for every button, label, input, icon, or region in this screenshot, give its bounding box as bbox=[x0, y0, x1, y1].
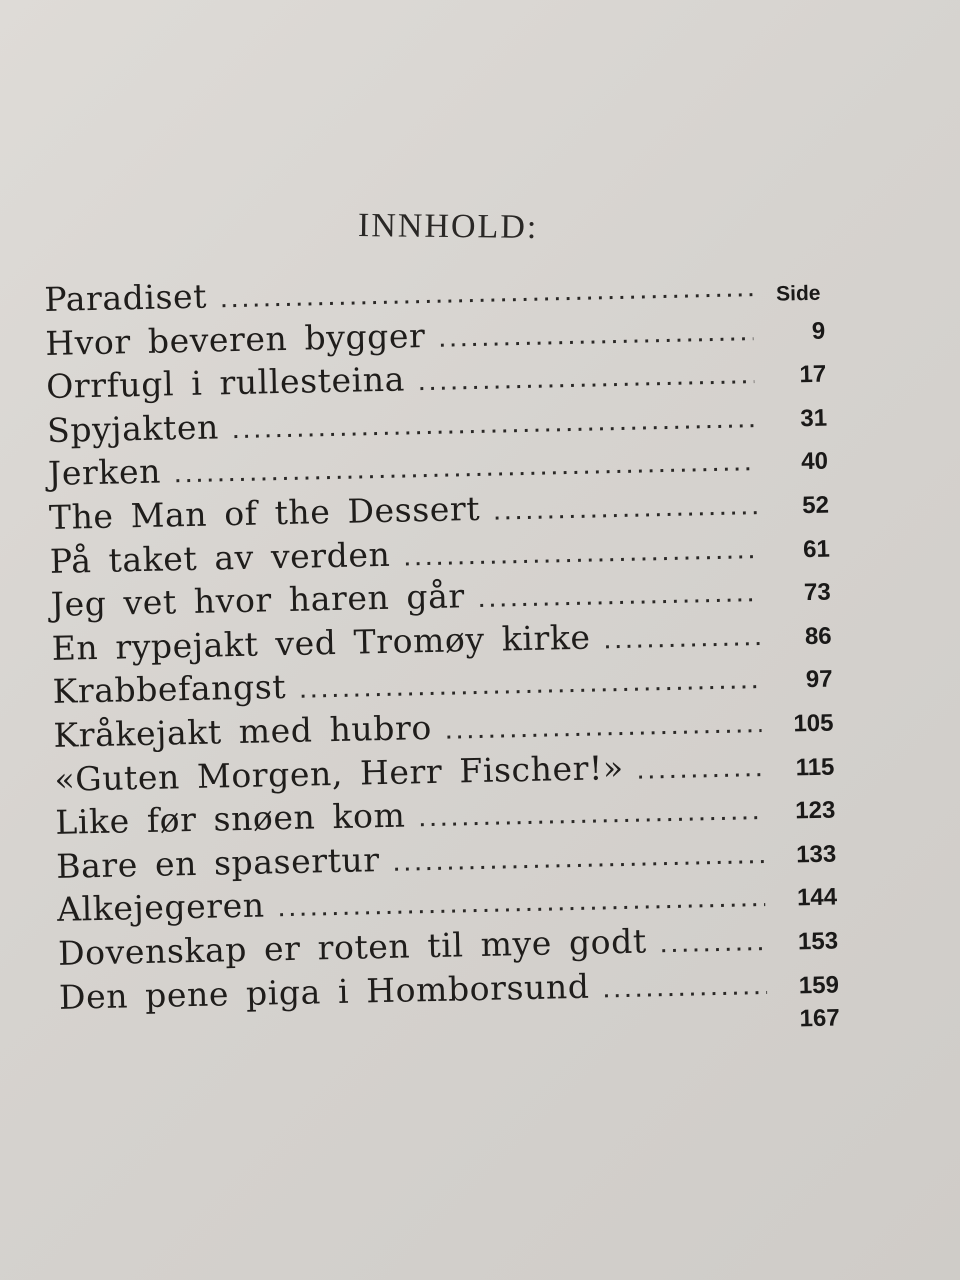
toc-entry-page: 133 bbox=[795, 840, 837, 869]
toc-entry-page: 105 bbox=[793, 709, 834, 738]
toc-entry-title: Alkejegeren bbox=[56, 885, 266, 930]
toc-entry-page: 86 bbox=[804, 622, 832, 650]
toc-entry-page: 115 bbox=[795, 753, 835, 781]
toc-entry-page: 153 bbox=[797, 927, 839, 956]
toc-entry-title: Dovenskap er roten til mye godt bbox=[57, 921, 648, 973]
dot-leader bbox=[479, 584, 759, 613]
toc-entry-page: 40 bbox=[800, 447, 829, 476]
dot-leader bbox=[233, 410, 756, 444]
dot-leader bbox=[419, 802, 763, 832]
toc-entry-page: 61 bbox=[802, 535, 831, 563]
toc-entry-title: Orrfugl i rullesteina bbox=[45, 359, 406, 407]
toc-entry-title: En rypejakt ved Tromøy kirke bbox=[51, 617, 591, 668]
toc-entry-page: 97 bbox=[805, 665, 833, 694]
toc-entry-title: Jeg vet hvor haren går bbox=[50, 576, 466, 625]
toc-entry-title: The Man of the Dessert bbox=[48, 488, 481, 537]
dot-leader bbox=[446, 715, 762, 745]
toc-entry-page: 52 bbox=[801, 491, 830, 520]
page-column-label: Side bbox=[775, 281, 821, 306]
toc-entry-title: Bare en spasertur bbox=[55, 839, 381, 886]
toc-entry-title: Kråkejakt med hubro bbox=[53, 707, 433, 755]
toc-entry-title: «Guten Morgen, Herr Fischer!» bbox=[54, 747, 625, 799]
contents-heading: INNHOLD: bbox=[357, 207, 539, 246]
dot-leader bbox=[300, 671, 761, 704]
toc-entry-page: 144 bbox=[796, 883, 838, 912]
dot-leader bbox=[404, 541, 758, 571]
toc-entry-page: 73 bbox=[803, 578, 831, 607]
toc-entry-page: 123 bbox=[794, 796, 836, 825]
toc-entry-title: Krabbefangst bbox=[52, 667, 287, 712]
toc-entry-title: Hvor beveren bygger bbox=[44, 315, 426, 363]
toc-entry-title: Jerken bbox=[47, 451, 162, 494]
toc-entry-title: Spyjakten bbox=[46, 407, 220, 450]
dot-leader bbox=[175, 454, 756, 489]
toc-entry-title: Like før snøen kom bbox=[54, 795, 406, 843]
dot-leader bbox=[419, 366, 755, 396]
toc-entry-page: 17 bbox=[799, 360, 827, 389]
toc-entry-title: På taket av verden bbox=[49, 534, 391, 581]
dot-leader bbox=[279, 889, 766, 922]
dot-leader bbox=[637, 759, 762, 785]
toc-entry-page: 159 bbox=[798, 971, 840, 999]
dot-leader bbox=[439, 323, 753, 353]
toc-entry-page: 31 bbox=[800, 404, 828, 432]
toc-entry-title: Den pene piga i Homborsund bbox=[58, 966, 590, 1017]
table-of-contents bbox=[44, 264, 840, 1065]
dot-leader bbox=[394, 846, 765, 877]
dot-leader bbox=[221, 279, 753, 313]
toc-entry-page: 9 bbox=[811, 317, 826, 345]
toc-entry-page: 167 bbox=[799, 1004, 840, 1033]
dot-leader bbox=[494, 497, 757, 525]
dot-leader bbox=[604, 628, 759, 654]
dot-leader bbox=[661, 933, 767, 958]
toc-entry-title: Paradiset bbox=[44, 276, 208, 319]
dot-leader bbox=[603, 977, 767, 1003]
